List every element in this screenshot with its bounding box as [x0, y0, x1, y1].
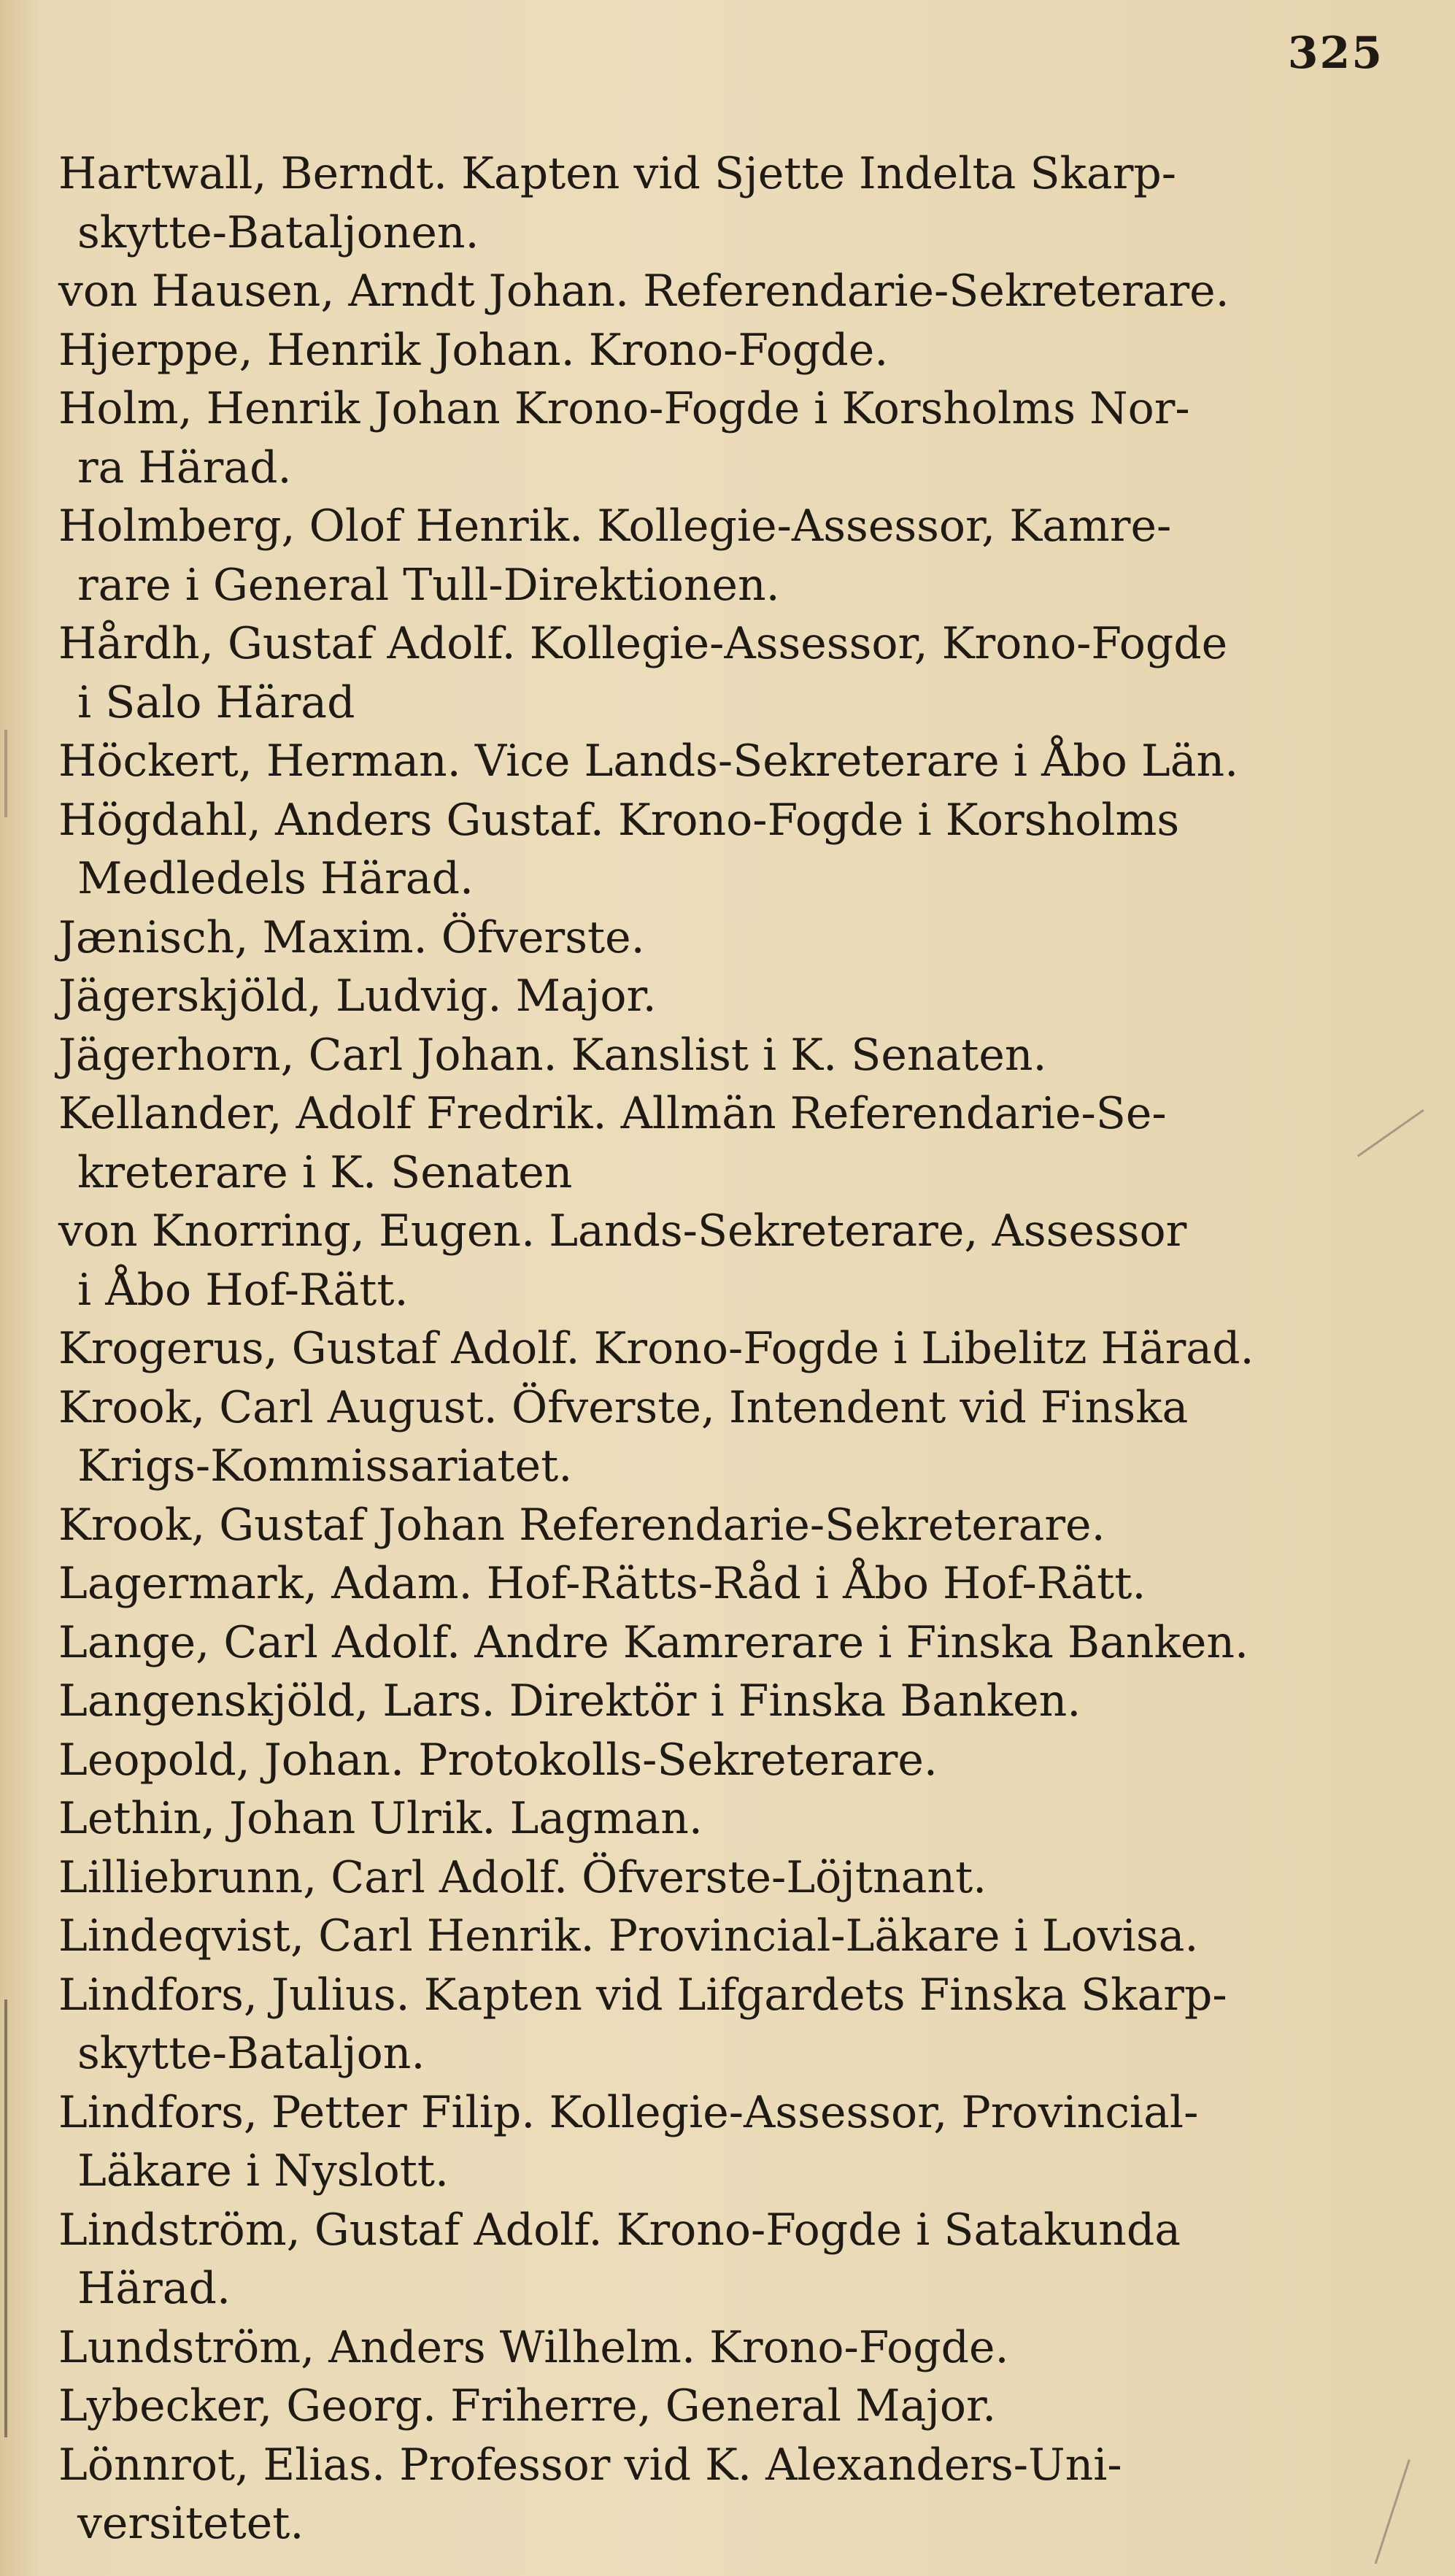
entry-line: Lange, Carl Adolf. Andre Kamrerare i Finska Banken. — [58, 1616, 1249, 1668]
entry-line: Jägerskjöld, Ludvig. Major. — [58, 971, 657, 1022]
entry-line: Lybecker, Georg. Friherre, General Major. — [58, 2380, 997, 2432]
entry-line: Kellander, Adolf Fredrik. Allmän Referendarie-Se- — [58, 1088, 1167, 1139]
register-entry — [58, 1613, 1401, 1673]
entry-continuation-line: Härad. — [77, 2263, 231, 2314]
entry-line: Högdahl, Anders Gustaf. Krono-Fogde i Korsholms — [58, 794, 1180, 846]
entry-line: Hartwall, Berndt. Kapten vid Sjette Indelta Skarp- — [58, 148, 1177, 199]
register-entry — [58, 1731, 1401, 1790]
entry-continuation-line: versitetet. — [77, 2498, 304, 2549]
entry-line: Lindeqvist, Carl Henrik. Provincial-Läkare i Lovisa. — [58, 1910, 1199, 1962]
entry-continuation-line: kreterare i K. Senaten — [77, 1146, 573, 1198]
entry-line: Krook, Carl August. Öfverste, Intendent vid Finska — [58, 1381, 1189, 1433]
entry-continuation-line: ra Härad. — [77, 441, 292, 493]
page-number: 325 — [1287, 28, 1383, 79]
entry-line: Holmberg, Olof Henrik. Kollegie-Assessor, Kamre- — [58, 501, 1172, 552]
entry-line: Langenskjöld, Lars. Direktör i Finska Banken. — [58, 1675, 1081, 1727]
register-entry — [58, 1496, 1401, 1555]
entry-line: Lundström, Anders Wilhelm. Krono-Fogde. — [58, 2321, 1009, 2373]
register-entry — [58, 1554, 1401, 1613]
register-entry — [58, 1084, 1401, 1202]
register-entry — [58, 262, 1401, 321]
register-entry — [58, 1202, 1401, 1319]
entry-line: Lilliebrunn, Carl Adolf. Öfverste-Löjtnant. — [58, 1851, 987, 1903]
register-entry — [58, 2377, 1401, 2436]
margin-ink-mark-small — [4, 730, 7, 817]
entry-line: Höckert, Herman. Vice Lands-Sekreterare i Åbo Län. — [58, 736, 1239, 787]
register-entry — [58, 144, 1401, 262]
entry-line: Holm, Henrik Johan Krono-Fogde i Korsholms Nor- — [58, 383, 1190, 434]
entry-line: Lindström, Gustaf Adolf. Krono-Fogde i Satakunda — [58, 2204, 1181, 2256]
register-entry — [58, 1026, 1401, 1085]
register-entry — [58, 967, 1401, 1026]
register-entry — [58, 497, 1401, 614]
register-entry — [58, 732, 1401, 791]
register-entry — [58, 2201, 1401, 2318]
entry-line: Leopold, Johan. Protokolls-Sekreterare. — [58, 1734, 938, 1786]
entry-line: Hjerppe, Henrik Johan. Krono-Fogde. — [58, 324, 889, 376]
register-entry — [58, 1378, 1401, 1496]
entry-line: Lönnrot, Elias. Professor vid K. Alexanders-Uni- — [58, 2439, 1122, 2491]
register-entries — [58, 144, 1401, 2553]
entry-continuation-line: i Åbo Hof-Rätt. — [77, 1264, 409, 1316]
register-entry — [58, 379, 1401, 497]
register-entry — [58, 1907, 1401, 1966]
entry-line: Lindfors, Petter Filip. Kollegie-Assessor, Provincial- — [58, 2086, 1199, 2138]
entry-line: Krook, Gustaf Johan Referendarie-Sekreterare. — [58, 1499, 1105, 1551]
register-entry — [58, 321, 1401, 380]
register-entry — [58, 1672, 1401, 1731]
entry-line: Krogerus, Gustaf Adolf. Krono-Fogde i Libelitz Härad. — [58, 1323, 1254, 1374]
register-entry — [58, 791, 1401, 909]
register-entry — [58, 2318, 1401, 2378]
register-entry — [58, 614, 1401, 732]
entry-line: Hårdh, Gustaf Adolf. Kollegie-Assessor, Krono-Fogde — [58, 618, 1228, 669]
entry-continuation-line: Läkare i Nyslott. — [77, 2145, 449, 2197]
entry-line: Jägerhorn, Carl Johan. Kanslist i K. Senaten. — [58, 1029, 1047, 1081]
register-entry — [58, 2436, 1401, 2553]
entry-continuation-line: rare i General Tull-Direktionen. — [77, 559, 780, 611]
entry-line: von Knorring, Eugen. Lands-Sekreterare, Assessor — [58, 1206, 1187, 1257]
register-entry — [58, 909, 1401, 968]
entry-continuation-line: skytte-Bataljon. — [77, 2028, 425, 2079]
entry-continuation-line: Medledels Härad. — [77, 853, 474, 904]
entry-continuation-line: i Salo Härad — [77, 676, 355, 728]
entry-line: Lagermark, Adam. Hof-Rätts-Råd i Åbo Hof-Rätt. — [58, 1558, 1146, 1609]
entry-line: Lethin, Johan Ulrik. Lagman. — [58, 1793, 703, 1844]
margin-ink-mark — [4, 2000, 7, 2437]
register-entry — [58, 1319, 1401, 1378]
register-entry — [58, 1966, 1401, 2083]
entry-continuation-line: skytte-Bataljonen. — [77, 207, 479, 258]
register-entry — [58, 1848, 1401, 1908]
entry-continuation-line: Krigs-Kommissariatet. — [77, 1441, 573, 1492]
entry-line: von Hausen, Arndt Johan. Referendarie-Sekreterare. — [58, 266, 1230, 317]
register-entry — [58, 1789, 1401, 1848]
entry-line: Lindfors, Julius. Kapten vid Lifgardets Finska Skarp- — [58, 1969, 1227, 2021]
register-entry — [58, 2083, 1401, 2201]
entry-line: Jænisch, Maxim. Öfverste. — [58, 911, 645, 963]
